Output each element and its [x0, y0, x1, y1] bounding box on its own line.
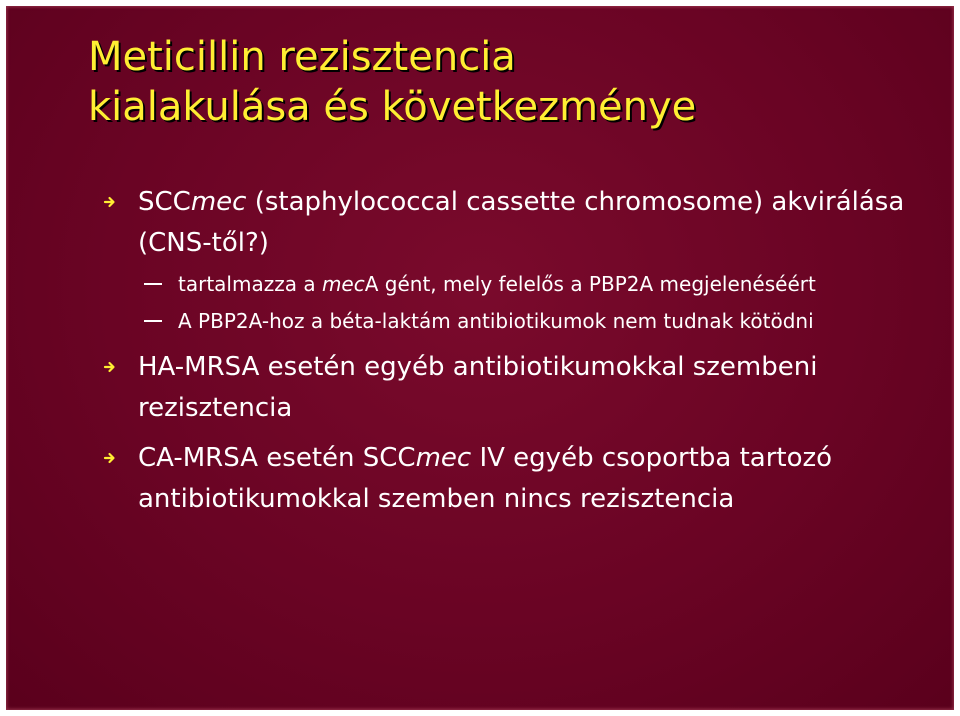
slide-content [88, 182, 918, 520]
bullet-text-italic: mec [190, 187, 247, 217]
arrow-bullet-icon [103, 451, 117, 465]
bullet-text: IV egyéb csoportba tartozó antibiotikumokkal szemben nincs rezisztencia [138, 443, 833, 514]
bullet-text: CA-MRSA esetén SCC [138, 443, 416, 473]
dash-bullet-icon [144, 283, 162, 285]
sub-bullet-text: tartalmazza a [178, 272, 322, 296]
slide [6, 6, 954, 710]
arrow-bullet-icon [103, 360, 117, 374]
sub-bullet-item-pbp2a [88, 305, 918, 338]
sub-bullet-text: A gént, mely felelős a PBP2A megjelenéséért [364, 272, 816, 296]
bullet-item-ha-mrsa [88, 347, 918, 429]
bullet-item-sccmec [88, 182, 918, 264]
bullet-text-italic: mec [415, 443, 472, 473]
bullet-text: (staphylococcal cassette chromosome) akvirálása (CNS-től?) [138, 187, 905, 258]
sub-bullet-item-meca [88, 268, 918, 301]
bullet-text: SCC [138, 187, 191, 217]
slide-title: Meticillin rezisztencia kialakulása és következménye [88, 34, 697, 130]
bullet-item-ca-mrsa [88, 438, 918, 520]
sub-bullet-text-italic: mec [321, 272, 365, 296]
dash-bullet-icon [144, 320, 162, 322]
arrow-bullet-icon [103, 195, 117, 209]
sub-bullet-text: A PBP2A-hoz a béta-laktám antibiotikumok nem tudnak kötödni [178, 309, 814, 333]
bullet-text: HA-MRSA esetén egyéb antibiotikumokkal szembeni rezisztencia [138, 352, 818, 423]
